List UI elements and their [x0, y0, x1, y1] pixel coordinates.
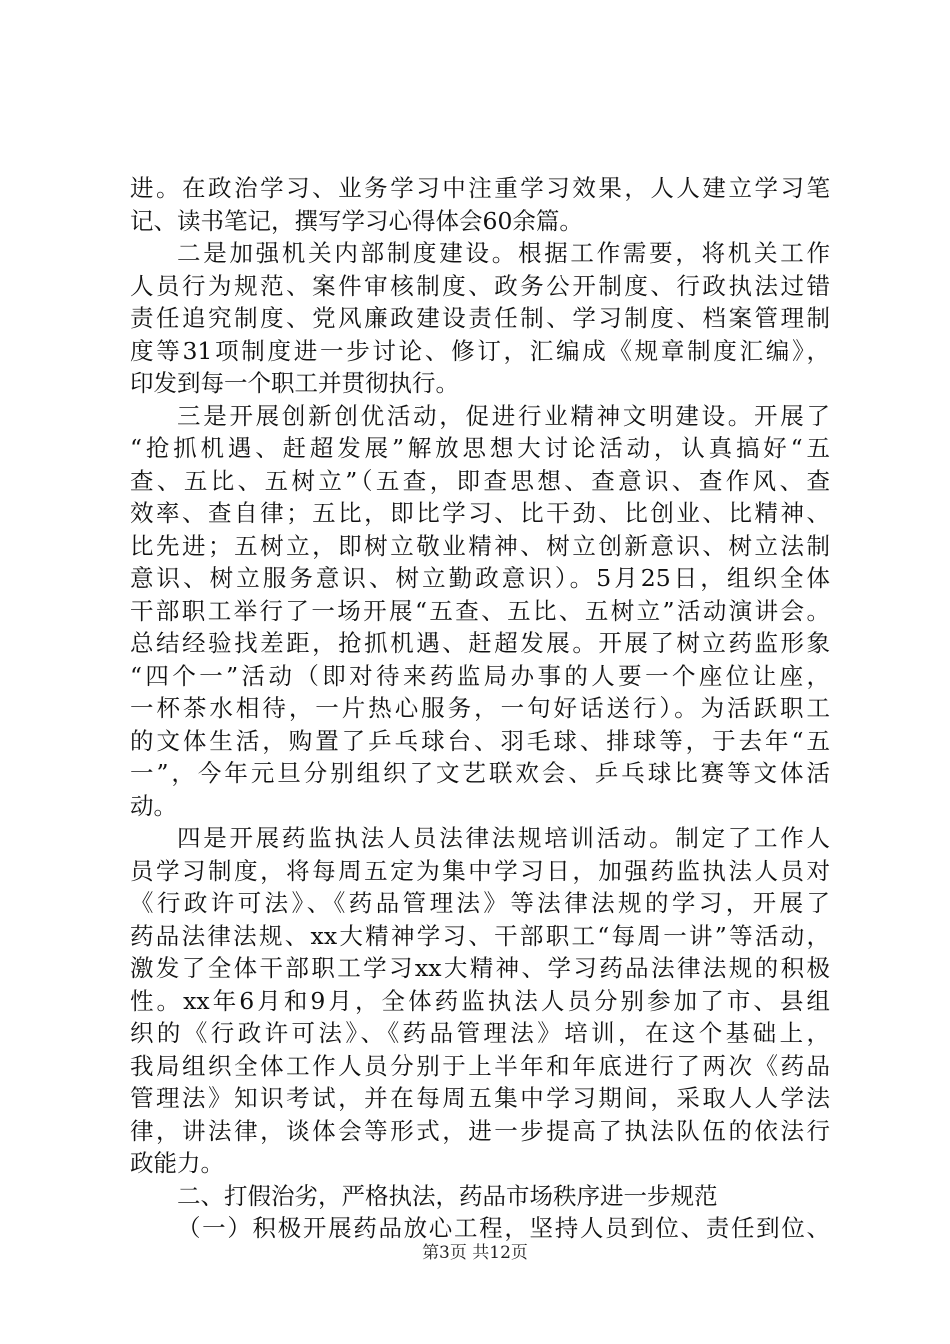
text-line: 记、读书笔记，撰写学习心得体会60余篇。 — [130, 206, 583, 235]
text-line: 律，讲法律，谈体会等形式，进一步提高了执法队伍的依法行 — [130, 1116, 830, 1145]
page-footer: 第3页 共12页 — [422, 1243, 528, 1263]
text-line: 印发到每一个职工并贯彻执行。 — [130, 369, 459, 397]
text-line: 二是加强机关内部制度建设。根据工作需要，将机关工作 — [177, 239, 830, 267]
text-line: 管理法》知识考试，并在每周五集中学习期间，采取人人学法 — [130, 1084, 830, 1112]
text-line: 一”，今年元旦分别组织了文艺联欢会、乒乓球比赛等文体活 — [130, 759, 830, 787]
text-line: 员学习制度，将每周五定为集中学习日，加强药监执法人员对 — [130, 856, 830, 885]
text-line: 总结经验找差距，抢抓机遇、赶超发展。开展了树立药监形象 — [130, 629, 830, 657]
text-line: 《行政许可法》、《药品管理法》等法律法规的学习，开展了 — [130, 889, 830, 917]
text-line: 三是开展创新创优活动，促进行业精神文明建设。开展了 — [177, 401, 830, 430]
text-line: 动。 — [130, 791, 177, 820]
text-line: 责任追究制度、党风廉政建设责任制、学习制度、档案管理制 — [130, 304, 830, 332]
text-line: “抢抓机遇、赶超发展”解放思想大讨论活动，认真搞好“五 — [130, 434, 830, 462]
text-line: 进。在政治学习、业务学习中注重学习效果，人人建立学习笔 — [130, 174, 830, 202]
text-line: 一杯茶水相待，一片热心服务，一句好话送行）。为活跃职工 — [130, 694, 830, 722]
text-line: “四个一”活动（即对待来药监局办事的人要一个座位让座， — [130, 661, 830, 690]
text-line: 人员行为规范、案件审核制度、政务公开制度、行政执法过错 — [130, 271, 830, 300]
text-line: 我局组织全体工作人员分别于上半年和年底进行了两次《药品 — [130, 1051, 830, 1080]
text-line: 的文体生活，购置了乒乓球台、羽毛球、排球等，于去年“五 — [130, 726, 830, 755]
text-line: 意识、树立服务意识、树立勤政意识）。5月25日，组织全体 — [130, 564, 830, 592]
text-line: 激发了全体干部职工学习xx大精神、学习药品法律法规的积极 — [130, 954, 830, 982]
text-line: 性。xx年6月和9月，全体药监执法人员分别参加了市、县组 — [130, 986, 830, 1015]
text-line: 干部职工举行了一场开展“五查、五比、五树立”活动演讲会。 — [130, 596, 830, 625]
text-line: 查、五比、五树立”（五查，即查思想、查意识、查作风、查 — [130, 466, 830, 495]
text-line: 比先进；五树立，即树立敬业精神、树立创新意识、树立法制 — [130, 531, 830, 560]
text-line: 度等31项制度进一步讨论、修订，汇编成《规章制度汇编》， — [130, 336, 830, 365]
document-body — [130, 172, 830, 1245]
text-line: （一）积极开展药品放心工程，坚持人员到位、责任到位、 — [177, 1214, 830, 1242]
text-line: 政能力。 — [130, 1149, 224, 1177]
text-line: 织的《行政许可法》、《药品管理法》培训，在这个基础上， — [130, 1019, 830, 1047]
text-line: 效率、查自律；五比，即比学习、比干劲、比创业、比精神、 — [130, 499, 830, 527]
text-line: 二、打假治劣，严格执法，药品市场秩序进一步规范 — [177, 1181, 718, 1210]
text-line: 药品法律法规、xx大精神学习、干部职工“每周一讲”等活动， — [130, 921, 830, 950]
text-line: 四是开展药监执法人员法律法规培训活动。制定了工作人 — [177, 824, 830, 852]
